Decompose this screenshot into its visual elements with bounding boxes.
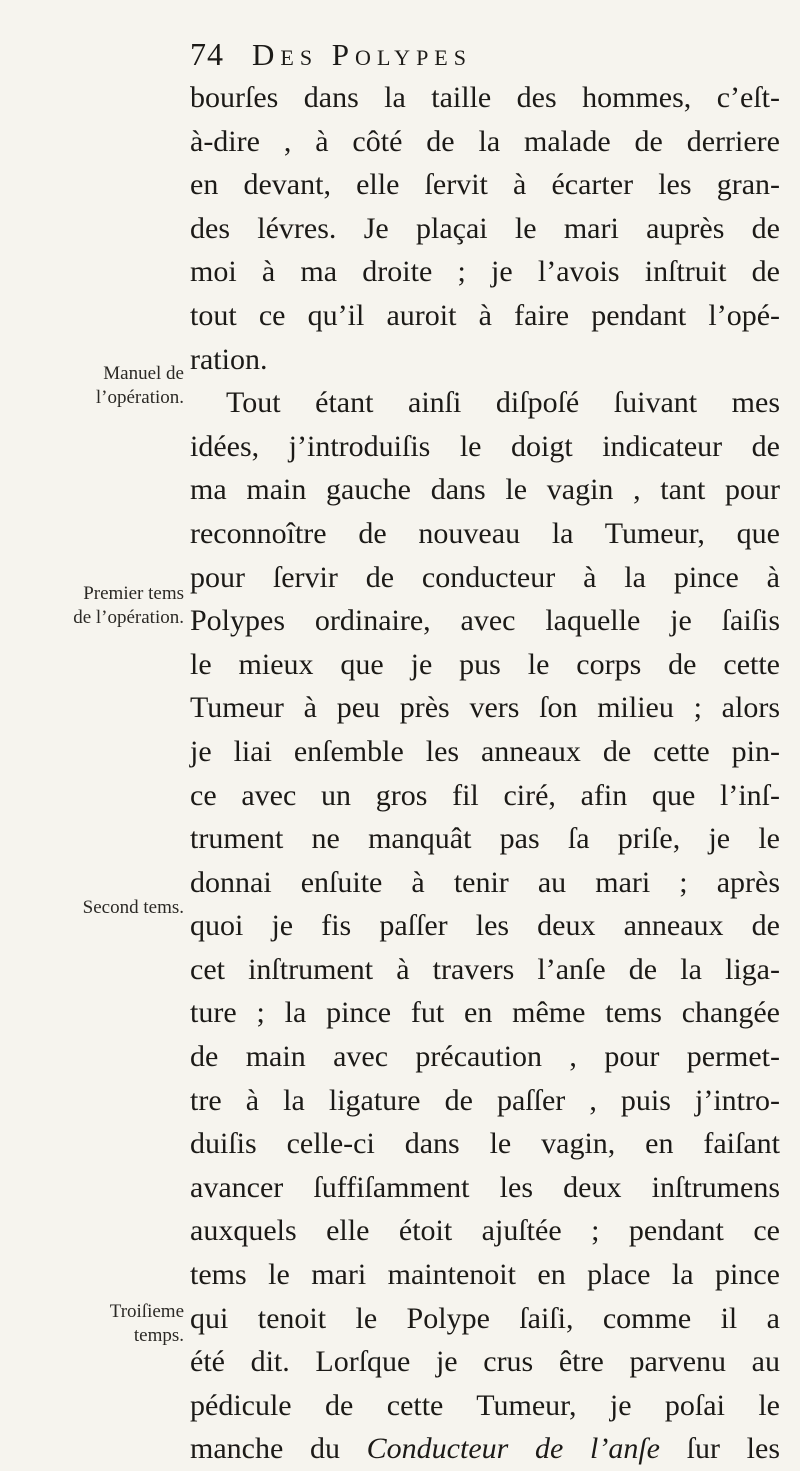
page-number: 74 bbox=[190, 36, 224, 72]
margin-note-troisieme: Troiſieme temps. bbox=[109, 1301, 184, 1346]
text-line: ture ; la pince fut en même tems changée bbox=[190, 996, 780, 1030]
text-line: tre à la ligature de paſſer , puis j’intro- bbox=[190, 1083, 780, 1117]
text-line: Polypes ordinaire, avec laquelle je ſaiſis bbox=[190, 604, 780, 638]
text-line-final bbox=[190, 1427, 780, 1471]
text-line: ma main gauche dans le vagin , tant pour bbox=[190, 473, 780, 507]
text-line: ration. bbox=[190, 342, 268, 376]
text-line: bourſes dans la taille des hommes, c’eſt- bbox=[190, 81, 780, 114]
text-line: des lévres. Je plaçai le mari auprès de bbox=[190, 211, 780, 245]
text-line: été dit. Lorſque je crus être parvenu au bbox=[190, 1345, 780, 1379]
text-line: à-dire , à côté de la malade de derriere bbox=[190, 124, 780, 158]
text-line: cet inſtrument à travers l’anſe de la liga- bbox=[190, 952, 780, 986]
text-segment: manche du bbox=[190, 1432, 340, 1466]
text-line: idées, j’introduiſis le doigt indicateur de bbox=[190, 429, 780, 463]
text-line: reconnoître de nouveau la Tumeur, que bbox=[190, 516, 780, 550]
text-line: je liai enſemble les anneaux de cette pin- bbox=[190, 734, 780, 768]
text-line: le mieux que je pus le corps de cette bbox=[190, 647, 780, 681]
margin-note-second-tems: Second tems. bbox=[82, 897, 184, 918]
text-line: pédicule de cette Tumeur, je poſai le bbox=[190, 1388, 780, 1422]
body-text bbox=[190, 76, 780, 1471]
text-line: Tout étant ainſi diſpoſé ſuivant mes bbox=[226, 386, 780, 420]
running-head: Des Polypes bbox=[252, 37, 472, 72]
text-line: auxquels elle étoit ajuſtée ; pendant ce bbox=[190, 1214, 780, 1248]
text-line: de main avec précaution , pour permet- bbox=[190, 1040, 780, 1074]
text-line: ce avec un gros fil ciré, afin que l’inſ- bbox=[190, 778, 780, 812]
text-line: quoi je fis paſſer les deux anneaux de bbox=[190, 909, 780, 943]
margin-note-premier-tems: Premier tems de l’opération. bbox=[73, 583, 184, 628]
margin-note-manuel: Manuel de l’opération. bbox=[95, 363, 184, 408]
text-line: qui tenoit le Polype ſaiſi, comme il a bbox=[190, 1301, 780, 1335]
text-line: duiſis celle-ci dans le vagin, en faiſant bbox=[190, 1127, 780, 1161]
text-line: donnai enſuite à tenir au mari ; après bbox=[190, 865, 780, 899]
text-segment: ſur les bbox=[659, 1432, 780, 1466]
text-line: trument ne manquât pas ſa priſe, je le bbox=[190, 822, 780, 856]
text-line: Tumeur à peu près vers ſon milieu ; alors bbox=[190, 691, 780, 725]
text-line: avancer ſuffiſamment les deux inſtrumens bbox=[190, 1170, 780, 1204]
italic-term: Conducteur de l’anſe bbox=[366, 1432, 660, 1466]
page-header bbox=[190, 36, 770, 76]
text-line: en devant, elle ſervit à écarter les gran- bbox=[190, 168, 780, 202]
text-line: pour ſervir de conducteur à la pince à bbox=[190, 560, 780, 594]
text-line: tems le mari maintenoit en place la pince bbox=[190, 1258, 780, 1292]
text-line: moi à ma droite ; je l’avois inſtruit de bbox=[190, 255, 780, 289]
text-line: tout ce qu’il auroit à faire pendant l’opé- bbox=[190, 298, 780, 332]
